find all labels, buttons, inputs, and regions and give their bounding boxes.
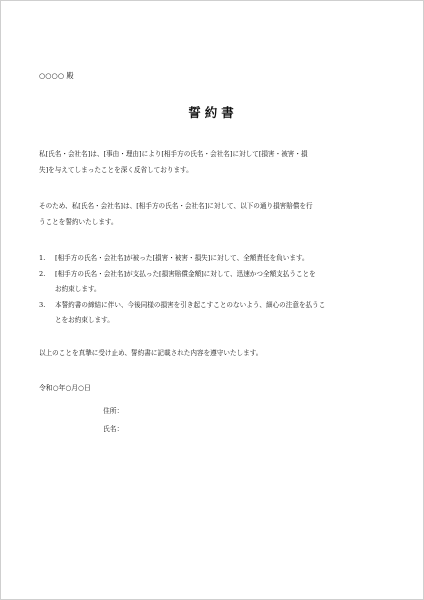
document-date: 令和○年○月○日 (39, 384, 91, 392)
list-item-text: お約束します。 (55, 285, 101, 293)
name-label: 氏名： (103, 425, 124, 433)
intro-line: 失]を与えてしまったことを深く反省しております。 (39, 165, 193, 174)
address-label: 住所： (103, 407, 124, 415)
closing-paragraph (39, 346, 387, 362)
intro-paragraph (39, 147, 387, 178)
list-item-text: とをお約束します。 (55, 316, 114, 324)
pledge-line: うことを誓約いたします。 (39, 217, 118, 226)
list-item (39, 267, 387, 298)
list-item (39, 298, 387, 329)
pledge-paragraph (39, 199, 387, 230)
list-item-number: 1. (39, 254, 46, 262)
pledge-line: そのため、私[氏名・会社名]は、[相手方の氏名・会社名]に対して、以下の通り損害賠償を行 (39, 202, 313, 210)
list-item-text: [相手方の氏名・会社名]が被った[損害・被害・損失]に対して、全額責任を負います。 (55, 254, 309, 262)
list-item (39, 251, 387, 267)
list-item-number: 2. (39, 269, 46, 278)
document-title: 誓約書 (188, 105, 238, 120)
list-item-number: 3. (39, 300, 46, 309)
closing-line: 以上のことを真摯に受け止め、誓約書に記載された内容を遵守いたします。 (39, 349, 263, 357)
intro-line: 私[氏名・会社名]は、[事由・理由]により[相手方の氏名・会社名]に対して[損害・被害・損 (39, 150, 308, 158)
pledge-list (39, 251, 387, 329)
addressee: ○○○○ 殿 (39, 71, 74, 80)
list-item-text: 本誓約書の締結に伴い、今後同様の損害を引き起こすことのないよう、細心の注意を払うこ (55, 300, 326, 309)
list-item-text: [相手方の氏名・会社名]が支払った[損害賠償金額]に対して、迅速かつ全額支払うことを (55, 269, 316, 278)
